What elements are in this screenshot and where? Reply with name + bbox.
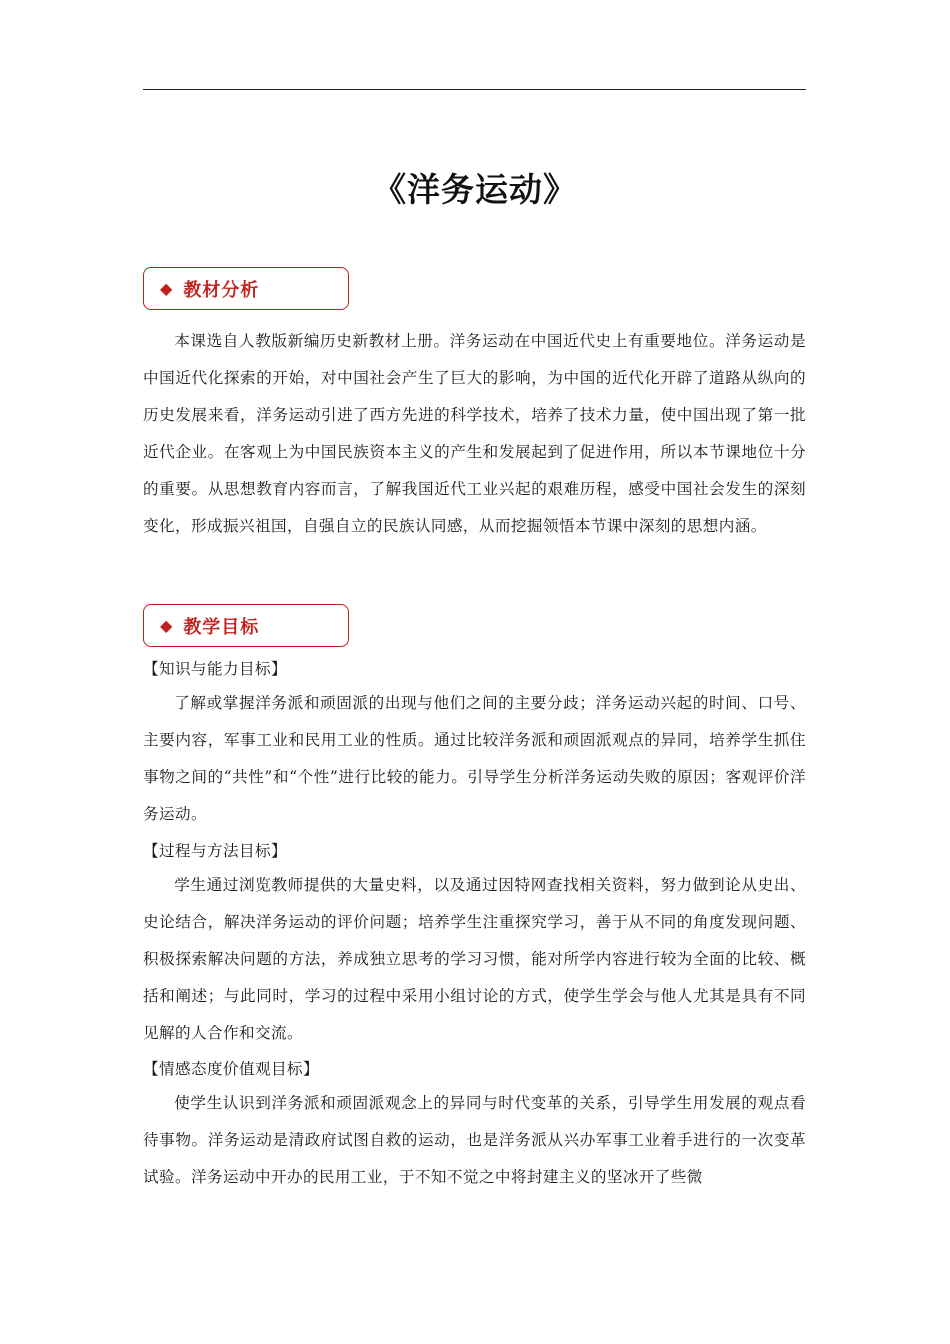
diamond-icon: ◆: [160, 278, 173, 298]
header-rule: [143, 89, 806, 90]
subheading-process-method: 【过程与方法目标】: [143, 842, 287, 860]
document-title: 《洋务运动》: [373, 170, 577, 209]
process-method-paragraph: 学生通过浏览教师提供的大量史料，以及通过因特网查找相关资料，努力做到论从史出、史论结合，解决洋务运动的评价问题；培养学生注重探究学习，善于从不同的角度发现问题、积极探索解决问题的方法，养成独立思考的学习习惯，能对所学内容进行较为全面的比较、概括和阐述；与此同时，学习的过程中采用小组讨论的方式，使学生学会与他人尤其是具有不同见解的人合作和交流。: [143, 876, 806, 1042]
section-heading-label: 教学目标: [183, 616, 260, 638]
subheading-knowledge-ability: 【知识与能力目标】: [143, 660, 287, 678]
section-heading-label: 教材分析: [183, 279, 260, 301]
textbook-analysis-paragraph: 本课选自人教版新编历史新教材上册。洋务运动在中国近代史上有重要地位。洋务运动是中国近代化探索的开始，对中国社会产生了巨大的影响，为中国的近代化开辟了道路从纵向的历史发展来看，洋务运动引进了西方先进的科学技术，培养了技术力量，使中国出现了第一批近代企业。在客观上为中国民族资本主义的产生和发展起到了促进作用，所以本节课地位十分的重要。从思想教育内容而言，了解我国近代工业兴起的艰难历程，感受中国社会发生的深刻变化，形成振兴祖国，自强自立的民族认同感，从而挖掘领悟本节课中深刻的思想内涵。: [143, 332, 806, 535]
knowledge-ability-paragraph: 了解或掌握洋务派和顽固派的出现与他们之间的主要分歧；洋务运动兴起的时间、口号、主要内容，军事工业和民用工业的性质。通过比较洋务派和顽固派观点的异同，培养学生抓住事物之间的“共性”和“个性”进行比较的能力。引导学生分析洋务运动失败的原因；客观评价洋务运动。: [143, 694, 806, 823]
section-heading-teaching-goals: [143, 604, 349, 647]
diamond-icon: ◆: [160, 615, 173, 635]
subheading-emotion-values: 【情感态度价值观目标】: [143, 1060, 319, 1078]
emotion-values-paragraph: 使学生认识到洋务派和顽固派观念上的异同与时代变革的关系，引导学生用发展的观点看待事物。洋务运动是清政府试图自救的运动，也是洋务派从兴办军事工业着手进行的一次变革试验。洋务运动中开办的民用工业，于不知不觉之中将封建主义的坚冰开了些微: [143, 1094, 806, 1186]
section-heading-textbook-analysis: [143, 267, 349, 310]
